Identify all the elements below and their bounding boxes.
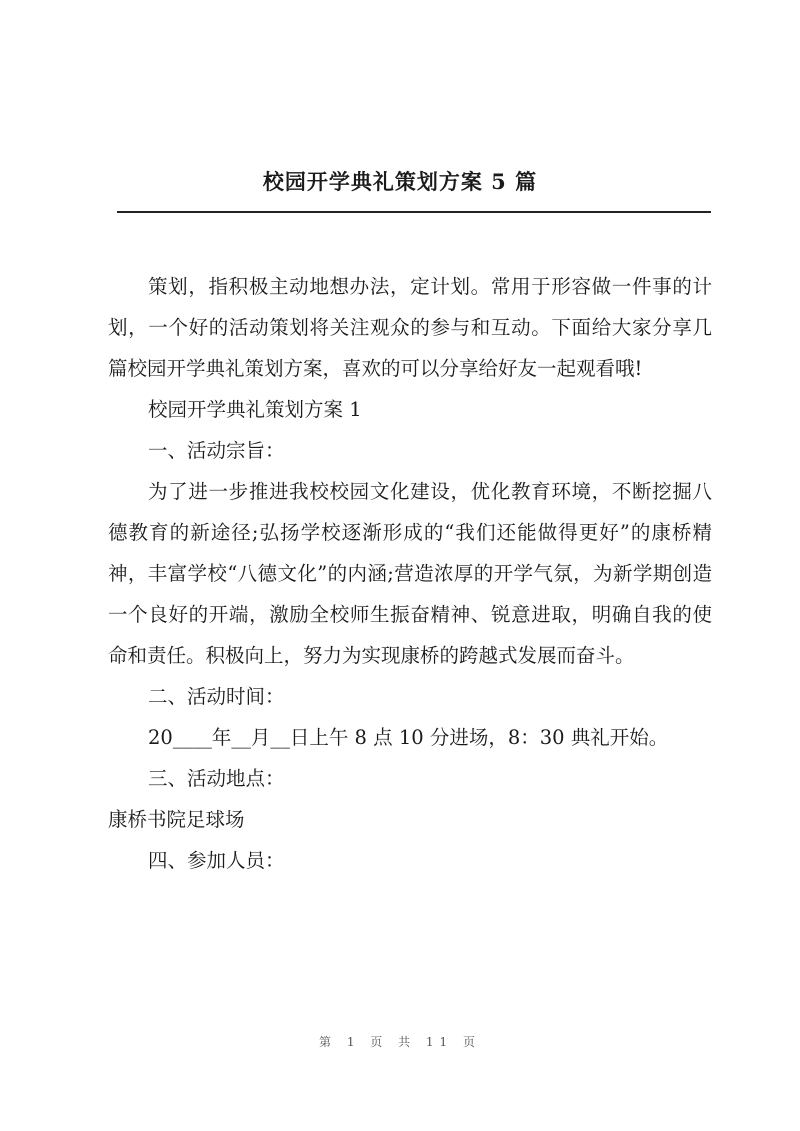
purpose-paragraph: 为了进一步推进我校校园文化建设，优化教育环境，不断挖掘八德教育的新途径;弘扬学校逐渐形成的“我们还能做得更好”的康桥精神，丰富学校“八德文化”的内涵;营造浓厚的开学气氛，为新学期创造一个良好的开端，激励全校师生振奋精神、锐意进取，明确自我的使命和责任。积极向上，努力为实现康桥的跨越式发展而奋斗。 (108, 480, 712, 667)
section-heading-participants: 四、参加人员： (148, 849, 285, 872)
page-number: 第 1 页 共 11 页 (319, 1035, 481, 1049)
time-paragraph: 20____年__月__日上午 8 点 10 分进场，8：30 典礼开始。 (148, 726, 669, 749)
intro-paragraph: 策划，指积极主动地想办法，定计划。常用于形容做一件事的计划，一个好的活动策划将关注观众的参与和互动。下面给大家分享几篇校园开学典礼策划方案，喜欢的可以分享给好友一起观看哦! (108, 275, 712, 380)
section-heading-purpose: 一、活动宗旨： (148, 439, 285, 462)
document-title: 校园开学典礼策划方案 5 篇 (262, 169, 538, 194)
document-body (108, 266, 712, 881)
location-paragraph: 康桥书院足球场 (108, 808, 245, 831)
section-heading-location: 三、活动地点： (148, 767, 285, 790)
section-heading-plan-1: 校园开学典礼策划方案 1 (148, 398, 362, 421)
title-divider (117, 211, 711, 213)
section-heading-time: 二、活动时间： (148, 685, 285, 708)
